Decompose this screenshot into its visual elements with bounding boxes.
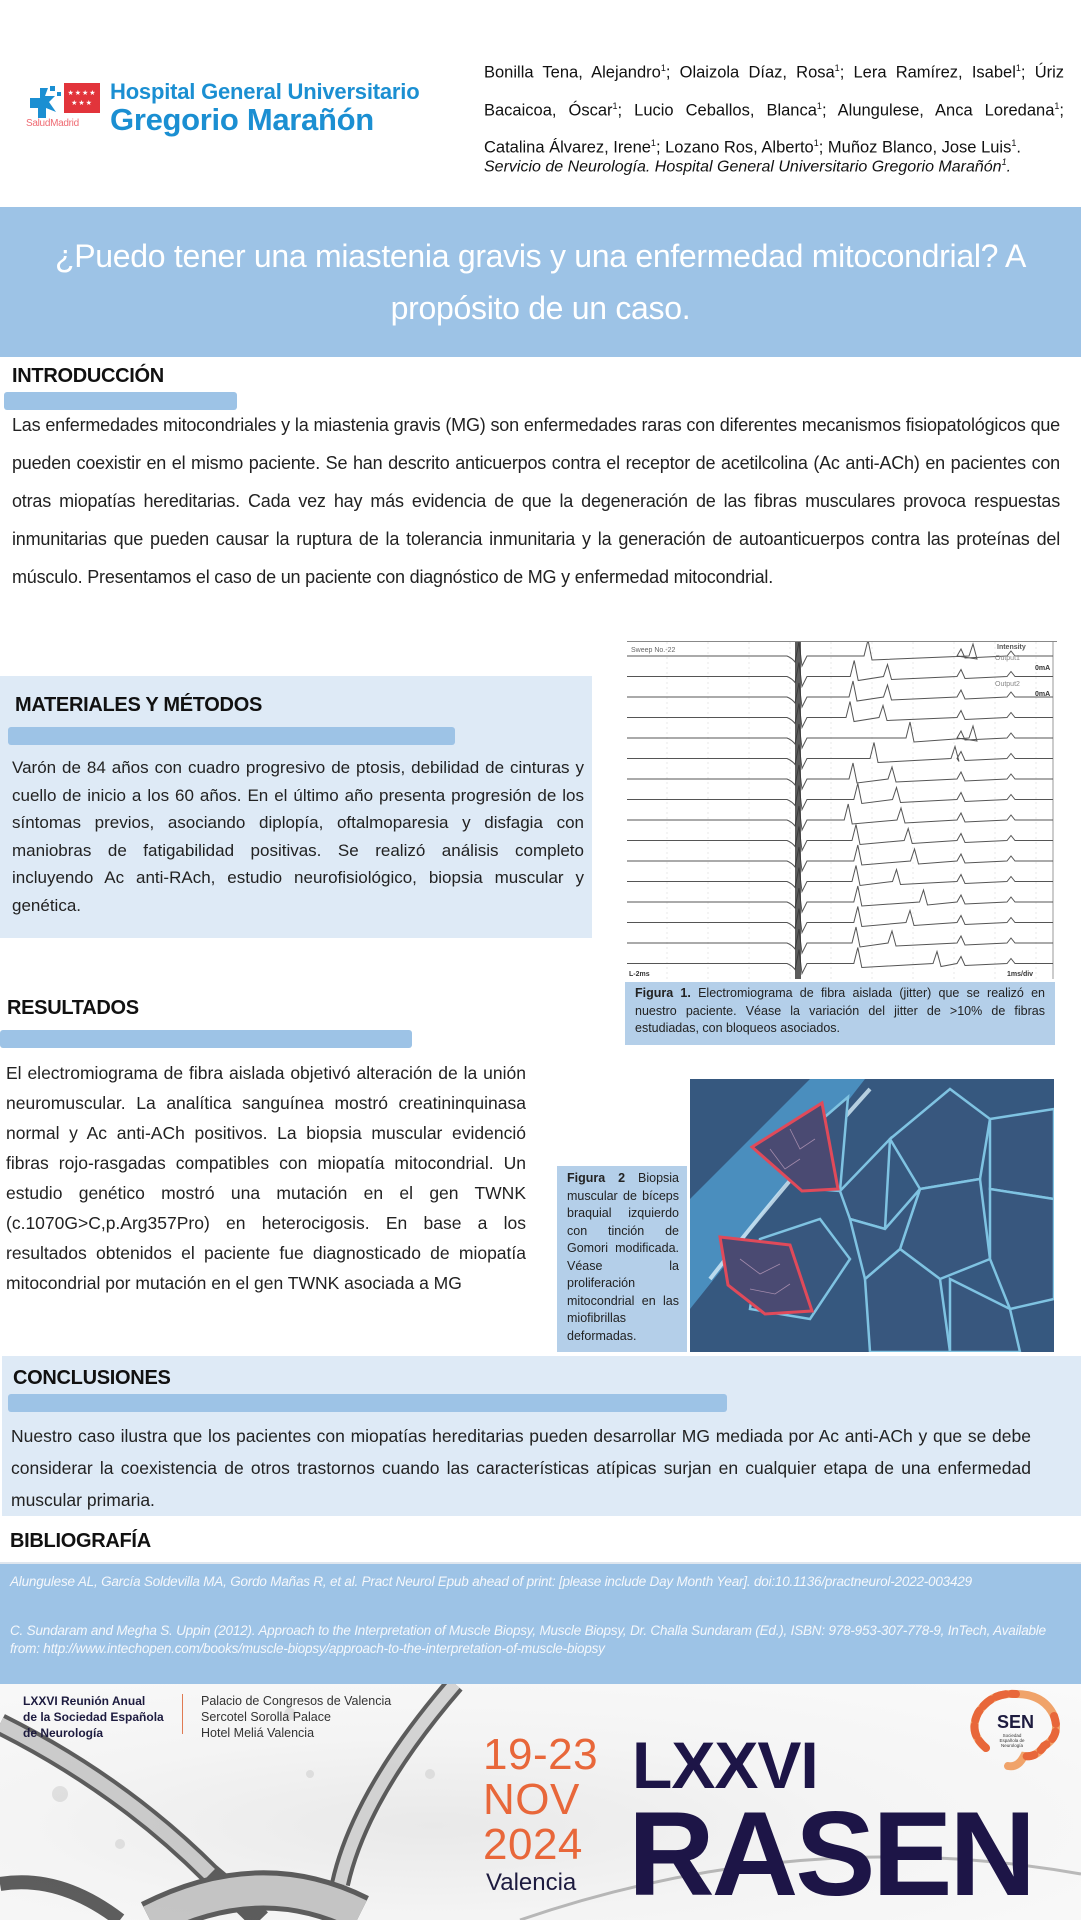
figure-1-caption: Figura 1. Electromiograma de fibra aislada (jitter) que se realizó en nuestro paciente. Véase la variación del jitter de >10% de fibras estudiadas, con bloqueos asociados. — [625, 982, 1055, 1045]
section-heading-conclusiones: CONCLUSIONES — [13, 1367, 171, 1389]
section-heading-materiales: MATERIALES Y MÉTODOS — [15, 694, 262, 716]
sen-subtitle: Sociedad Española de Neurología — [999, 1733, 1025, 1748]
hospital-logo — [26, 78, 456, 138]
section-heading-bibliografia: BIBLIOGRAFÍA — [10, 1530, 151, 1552]
muscle-biopsy-image — [690, 1079, 1054, 1352]
svg-text:Output2: Output2 — [995, 681, 1020, 688]
section-heading-introduccion: INTRODUCCIÓN — [12, 365, 164, 387]
author-name: Olaizola Díaz, Rosa — [679, 63, 835, 82]
svg-text:Sweep No.-22: Sweep No.-22 — [631, 647, 676, 654]
event-name: RASEN — [628, 1787, 1034, 1920]
author-name: Alungulese, Anca Loredana — [837, 101, 1055, 119]
heading-underline-bar — [8, 1394, 727, 1412]
divider — [182, 1694, 183, 1734]
svg-text:1ms/div: 1ms/div — [1007, 971, 1034, 978]
poster-title: ¿Puedo tener una miastenia gravis y una enfermedad mitocondrial? A propósito de un caso. — [55, 238, 1026, 326]
congress-dates: 19-23 NOV 2024 — [483, 1730, 599, 1869]
heading-underline-bar — [8, 727, 455, 745]
author-name: Catalina Álvarez, Irene — [484, 138, 651, 157]
saludmadrid-label: SaludMadrid — [26, 118, 79, 129]
affiliation: Servicio de Neurología. Hospital General Universitario Gregorio Marañón$^1$. — [484, 157, 1012, 176]
materiales-text: Varón de 84 años con cuadro progresivo de ptosis, debilidad de cinturas y cuello de inicio a los 60 años. En el último año presenta progresión de los síntomas previos, asociando diplopía, oftalmoparesia y disfagia con maniobras de fatigabilidad positivas. Se realizó análisis completo incluyendo Ac anti-RAch, estudio neurofisiológico, biopsia muscular y genética. — [12, 758, 584, 915]
author-name: Úriz Bacaicoa, Óscar — [484, 63, 1065, 119]
hospital-name: Hospital General Universitario Gregorio Marañón — [110, 79, 420, 137]
conclusiones-text: Nuestro caso ilustra que los pacientes con miopatías hereditarias pueden desarrollar MG mediada por Ac anti-ACh y que se debe considerar la coexistencia de otros trastornos cuando las características atípicas surjan en cualquier etapa de una enfermedad muscular primaria. — [11, 1426, 1031, 1510]
author-name: Muñoz Blanco, Jose Luis — [827, 138, 1012, 157]
sen-abbr: SEN — [997, 1712, 1035, 1732]
congress-organization: LXXVI Reunión Anual de la Sociedad Española de Neurología — [23, 1694, 164, 1740]
congress-venues: Palacio de Congresos de Valencia Sercotel Sorolla Palace Hotel Meliá Valencia — [201, 1694, 392, 1740]
svg-text:Intensity: Intensity — [997, 644, 1026, 651]
svg-text:0mA: 0mA — [1035, 691, 1051, 698]
madrid-flag: ★★★★ ★★★ — [64, 83, 100, 113]
author-list: Bonilla Tena, Alejandro$^1$; Olaizola Díaz, Rosa$^1$; Lera Ramírez, Isabel$^1$; Úriz Bacaicoa, Óscar$^1$; Lucio Ceballos, Blanca$^1$; Alungulese, Anca Loredana$^1$; Catalina Álvarez, Irene$^1$; Lozano Ros, Alberto$^1$; Muñoz Blanco, Jose Luis$^1$. — [484, 63, 1065, 157]
saludmadrid-mark — [26, 80, 102, 136]
author-name: Lozano Ros, Alberto — [665, 138, 814, 157]
author-name: Bonilla Tena, Alejandro — [484, 63, 661, 82]
congress-city: Valencia — [486, 1869, 577, 1896]
author-name: Lucio Ceballos, Blanca — [634, 101, 817, 119]
emg-traces-image — [627, 642, 1057, 979]
star-cross-icon — [28, 84, 66, 120]
figure-2-caption: Figura 2 Biopsia muscular de bíceps braquial izquierdo con tinción de Gomori modificada. Véase la proliferación mitocondrial en las miofibrillas deformadas. — [557, 1166, 687, 1352]
section-heading-resultados: RESULTADOS — [7, 997, 139, 1019]
resultados-text: El electromiograma de fibra aislada objetivó alteración de la unión neuromuscular. La analítica sanguínea mostró creatininquinasa normal y Ac anti-ACh positivos. La biopsia muscular evidenció fibras rojo-rasgadas compatibles con miopatía mitocondrial. Un estudio genético mostró una mutación en el gen TWNK (c.1070G>C,p.Arg357Pro) en heterocigosis. En base a los resultados obtenidos el paciente fue diagnosticado de miopatía mitocondrial por mutación en el gen TWNK asociada a MG — [6, 1063, 526, 1293]
gomori-stain-image — [690, 1079, 1054, 1352]
event-numeral: LXXVI — [632, 1728, 818, 1802]
reference-item: Alungulese AL, García Soldevilla MA, Gordo Mañas R, et al. Pract Neurol Epub ahead of print: [please include Day Month Year]. doi:10.1136/practneurol-2022-003429 — [10, 1574, 972, 1589]
svg-text:Output1: Output1 — [995, 655, 1020, 662]
reference-item: C. Sundaram and Megha S. Uppin (2012). Approach to the Interpretation of Muscle Biopsy, Muscle Biopsy, Dr. Challa Sundaram (Ed.), ISBN: 978-953-307-778-9, InTech, Available from: http://www.intechopen.com/books/muscle-biopsy/approach-to-the-interpretation-of-muscle-biopsy — [10, 1623, 1046, 1656]
svg-text:L-2ms: L-2ms — [629, 971, 650, 978]
heading-underline-bar — [0, 1030, 412, 1048]
emg-jitter-figure — [627, 641, 1057, 979]
introduccion-text: Las enfermedades mitocondriales y la miastenia gravis (MG) son enfermedades raras con diferentes mecanismos fisiopatológicos que pueden coexistir en el mismo paciente. Se han descrito anticuerpos contra el receptor de acetilcolina (Ac anti-ACh) en pacientes con otras miopatías hereditarias. Cada vez hay más evidencia de que la degeneración de las fibras musculares provoca respuestas inmunitarias que pueden causar la ruptura de la tolerancia inmunitaria y la generación de autoanticuerpos contra las proteínas del músculo. Presentamos el caso de un paciente con diagnóstico de MG y enfermedad mitocondrial. — [12, 415, 1060, 587]
svg-text:0mA: 0mA — [1035, 665, 1051, 672]
author-name: Lera Ramírez, Isabel — [853, 63, 1016, 82]
title-banner — [0, 207, 1081, 357]
